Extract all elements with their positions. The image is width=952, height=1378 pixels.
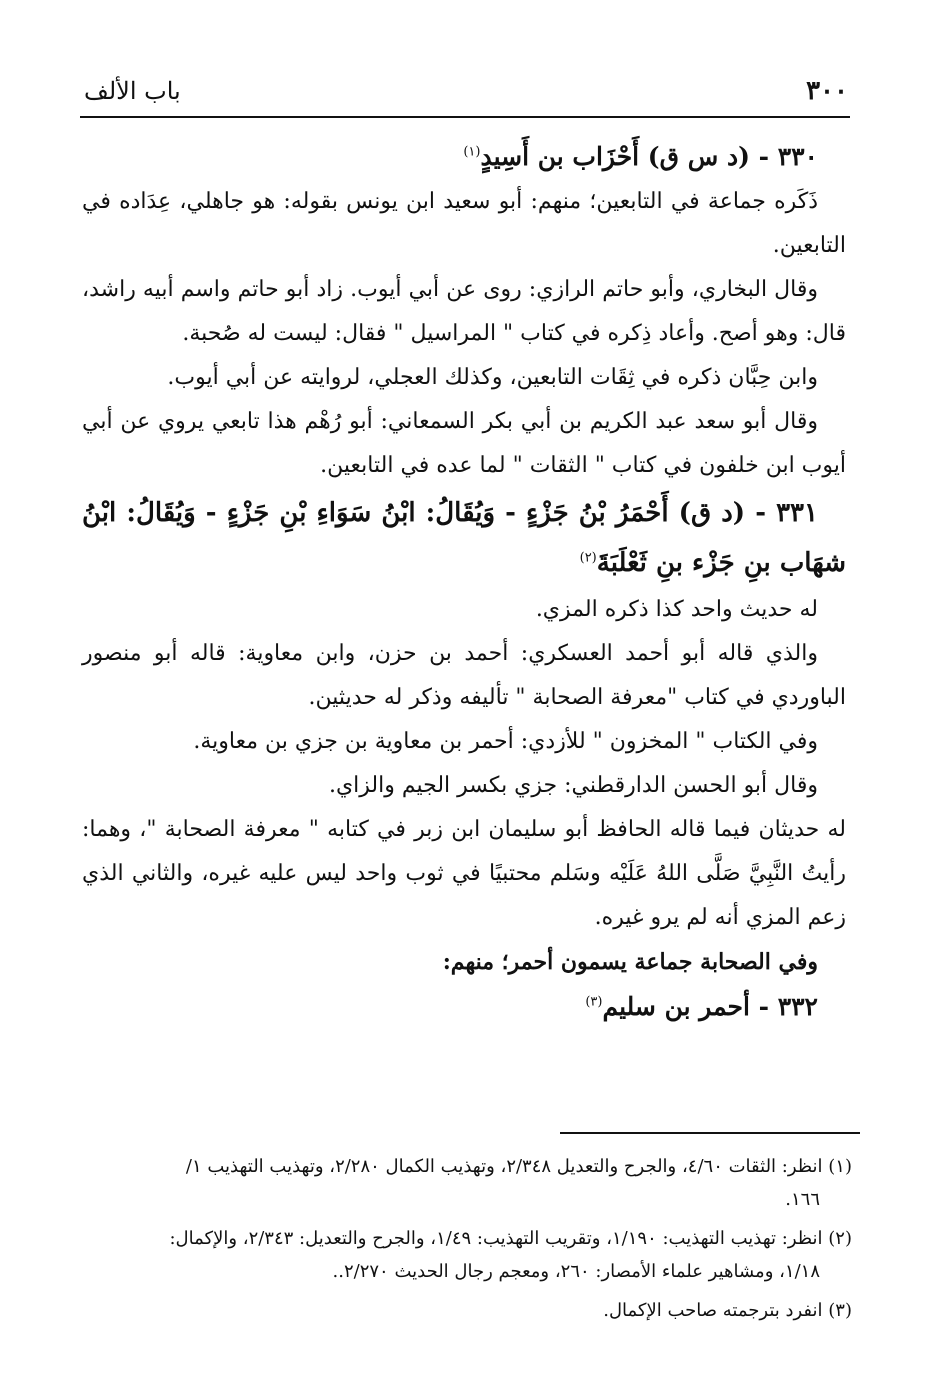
entry-330-paragraph-4: وقال أبو سعد عبد الكريم بن أبي بكر السمعاني: أبو رُهْم هذا تابعي يروي عن أبي أيوب ابن خلفون في كتاب " الثقات " لما عده في التابعين. xyxy=(82,409,846,478)
footnotes xyxy=(80,1150,852,1333)
main-text xyxy=(82,134,846,1030)
entry-331-paragraph-2: والذي قاله أبو أحمد العسكري: أحمد بن حزن، وابن معاوية: قاله أبو منصور الباوردي في كتاب "معرفة الصحابة " تأليفه وذكر له حديثين. xyxy=(82,641,846,710)
chapter-title: باب الألف xyxy=(84,77,181,105)
footnote-2-line-1: (٢) انظر: تهذيب التهذيب: ١/١٩٠، وتقريب التهذيب: ١/٤٩، والجرح والتعديل: ٢/٣٤٣، والإكمال: xyxy=(169,1228,852,1249)
entry-330-paragraph-3: وابن حِبَّان ذكره في ثِقَات التابعين، وكذلك العجلي، لروايته عن أبي أيوب. xyxy=(167,365,818,390)
entry-331-paragraph-4: وقال أبو الحسن الدارقطني: جزي بكسر الجيم والزاي. xyxy=(328,773,818,798)
entry-331-paragraph-6: وفي الصحابة جماعة يسمون أحمر؛ منهم: xyxy=(442,949,818,975)
page-number: ٣٠٠ xyxy=(806,76,848,106)
entry-330-paragraph-2: وقال البخاري، وأبو حاتم الرازي: روى عن أبي أيوب. زاد أبو حاتم واسم أبيه راشد، قال: وهو أصح. وأعاد ذِكره في كتاب " المراسيل " فقال: ليست له صُحبة. xyxy=(82,277,846,346)
entry-332-heading: ٣٣٢ - أحمر بن سليم xyxy=(602,992,818,1021)
entry-331-title xyxy=(82,488,846,588)
footnote-2 xyxy=(80,1222,852,1288)
entry-331-paragraph-3: وفي الكتاب " المخزون " للأزدي: أحمر بن معاوية بن جزي بن معاوية. xyxy=(193,729,818,754)
footnote-ref-3: (٣) xyxy=(585,994,603,1010)
footnote-2-line-2: ١/١٨، ومشاهير علماء الأمصار: ٢٦٠، ومعجم رجال الحديث ٢/٢٧٠.. xyxy=(332,1261,820,1282)
entry-330-title xyxy=(82,134,846,180)
footnote-1 xyxy=(80,1150,852,1216)
footnote-divider xyxy=(560,1132,860,1134)
entry-331-paragraph-1: له حديث واحد كذا ذكره المزي. xyxy=(535,597,818,622)
entry-331-paragraph-5: له حديثان فيما قاله الحافظ أبو سليمان ابن زبر في كتابه " معرفة الصحابة "، وهما: رأيتُ النَّبِيَّ صَلَّى اللهُ عَلَيْه وسَلم محتبيًا في ثوب واحد ليس عليه غيره، والثاني الذي زعم المزي أنه لم يرو غيره. xyxy=(82,817,846,930)
footnote-ref-1: (١) xyxy=(463,144,481,160)
running-header xyxy=(84,74,848,106)
footnote-1-line-1: (١) انظر: الثقات ٤/٦٠، والجرح والتعديل ٢/٣٤٨، وتهذيب الكمال ٢/٢٨٠، وتهذيب التهذيب ١/ xyxy=(185,1156,852,1177)
entry-331-heading: ٣٣١ - (د ق) أَحْمَرُ بْنُ جَزْءٍ - وَيُقَالُ: ابْنُ سَوَاءِ بْنِ جَزْءٍ - وَيُقَالُ: ابْنُ شهَاب بنِ جَزْء بنِ ثَعْلَبَةَ xyxy=(82,498,846,578)
footnote-3: (٣) انفرد بترجمته صاحب الإكمال. xyxy=(603,1300,852,1321)
header-divider xyxy=(80,116,850,118)
entry-332-title xyxy=(82,984,846,1030)
entry-330-heading: ٣٣٠ - (د س ق) أَحْزَاب بن أَسِيدٍ xyxy=(480,142,818,171)
footnote-1-line-2: ١٦٦. xyxy=(785,1189,820,1210)
entry-330-paragraph-1: ذَكَره جماعة في التابعين؛ منهم: أبو سعيد ابن يونس بقوله: هو جاهلي، عِدَاده في التابعين. xyxy=(82,189,846,258)
footnote-ref-2: (٢) xyxy=(579,550,597,566)
